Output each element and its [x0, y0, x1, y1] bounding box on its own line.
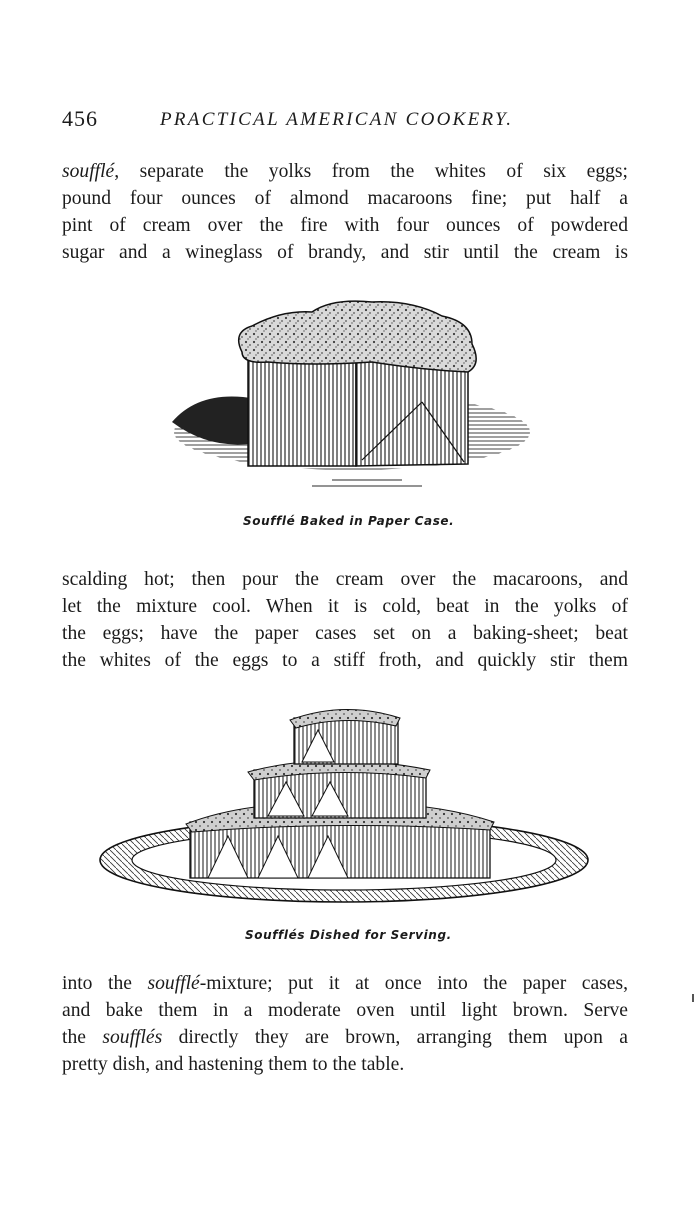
italic-term: soufflé: [62, 161, 115, 182]
souffle-paper-case-illustration: [172, 292, 534, 498]
italic-term: soufflés: [102, 1027, 163, 1048]
middle-tier: [248, 760, 430, 818]
text-fragment: , separate the yolks from the whites of six eggs;: [114, 161, 628, 182]
top-tier: [290, 709, 400, 764]
running-title: PRACTICAL AMERICAN COOKERY.: [160, 109, 514, 130]
text-line: pretty dish, and hastening them to the table.: [62, 1054, 405, 1075]
italic-term: soufflé: [147, 973, 200, 994]
text-line: sugar and a wineglass of brandy, and stir until the cream is: [62, 242, 628, 263]
paragraph-1: [62, 158, 628, 266]
text-line: the eggs; have the paper cases set on a baking-sheet; beat: [62, 623, 628, 644]
text-fragment: the: [62, 1027, 103, 1048]
text-line: [62, 1024, 628, 1051]
souffles-dish-illustration: [98, 700, 590, 912]
margin-mark: [692, 994, 694, 1002]
paragraph-2: [62, 566, 628, 674]
figure-caption: Soufflé Baked in Paper Case.: [243, 514, 455, 528]
text-line: and bake them in a moderate oven until light brown. Serve: [62, 1000, 628, 1021]
text-line: pound four ounces of almond macaroons fine; put half a: [62, 188, 628, 209]
text-line: [62, 158, 628, 185]
text-line: let the mixture cool. When it is cold, beat in the yolks of: [62, 596, 628, 617]
paragraph-3: [62, 970, 628, 1078]
page-number: 456: [62, 106, 98, 131]
text-fragment: -mixture; put it at once into the paper cases,: [199, 973, 629, 994]
text-line: [62, 970, 628, 997]
page-header: [62, 106, 632, 134]
text-fragment: into the: [62, 973, 148, 994]
text-line: the whites of the eggs to a stiff froth, and quickly stir them: [62, 650, 628, 671]
text-fragment: directly they are brown, arranging them upon a: [162, 1027, 628, 1048]
text-line: scalding hot; then pour the cream over the macaroons, and: [62, 569, 628, 590]
text-line: pint of cream over the fire with four ounces of powdered: [62, 215, 628, 236]
figure-caption: Soufflés Dished for Serving.: [245, 928, 452, 942]
